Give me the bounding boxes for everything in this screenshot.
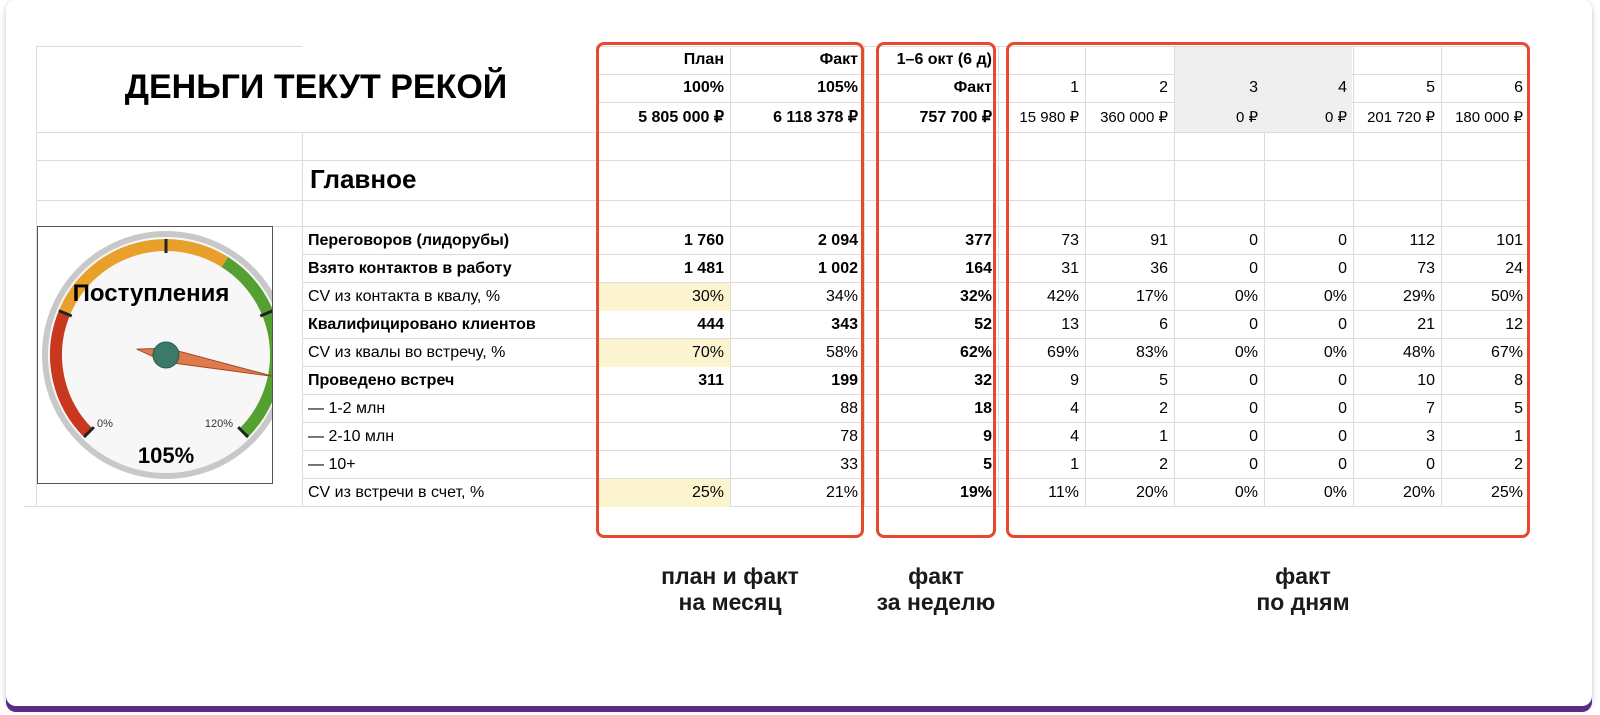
day-cell[interactable]: 1 bbox=[1514, 428, 1523, 445]
day-cell[interactable]: 0 bbox=[1426, 456, 1435, 473]
day-cell[interactable]: 11% bbox=[1048, 484, 1079, 501]
gauge-hub bbox=[153, 342, 179, 368]
day-cell[interactable]: 29% bbox=[1402, 288, 1435, 305]
gauge-label: Поступления bbox=[72, 280, 230, 307]
page-title: ДЕНЬГИ ТЕКУТ РЕКОЙ bbox=[124, 68, 508, 106]
day-cell[interactable]: 0 bbox=[1338, 400, 1347, 417]
week-caption-line2: за неделю bbox=[876, 589, 996, 615]
day-cell[interactable]: 25% bbox=[1490, 484, 1523, 501]
day-cell[interactable]: 2 bbox=[1514, 456, 1523, 473]
day-number-header: 4 bbox=[1338, 79, 1347, 96]
week-cell[interactable]: 18 bbox=[974, 400, 992, 417]
fact-cell[interactable]: 78 bbox=[840, 428, 858, 445]
section-title: Главное bbox=[310, 164, 417, 194]
metric-label: — 10+ bbox=[308, 456, 356, 473]
day-cell[interactable]: 0 bbox=[1249, 316, 1258, 333]
day-cell[interactable]: 2 bbox=[1159, 456, 1168, 473]
metric-label: Квалифицировано клиентов bbox=[308, 316, 536, 333]
day-sum: 15 980 ₽ bbox=[1019, 109, 1079, 126]
day-number-header: 2 bbox=[1159, 79, 1168, 96]
gauge-max-label: 120% bbox=[204, 418, 234, 430]
fact-cell[interactable]: 2 094 bbox=[817, 232, 858, 249]
day-cell[interactable]: 9 bbox=[1070, 372, 1079, 389]
day-sum: 360 000 ₽ bbox=[1100, 109, 1168, 126]
day-cell[interactable]: 50% bbox=[1490, 288, 1523, 305]
plan-cell[interactable]: 25% bbox=[597, 479, 730, 507]
day-cell[interactable]: 21 bbox=[1417, 316, 1435, 333]
day-cell[interactable]: 0 bbox=[1249, 232, 1258, 249]
week-caption bbox=[856, 563, 1016, 615]
metric-label: Взято контактов в работу bbox=[308, 260, 512, 277]
day-cell[interactable]: 4 bbox=[1070, 400, 1079, 417]
week-cell[interactable]: 62% bbox=[959, 344, 992, 361]
day-cell[interactable]: 91 bbox=[1150, 232, 1168, 249]
day-cell[interactable]: 5 bbox=[1514, 400, 1523, 417]
day-cell[interactable]: 0 bbox=[1338, 232, 1347, 249]
week-cell[interactable]: 32% bbox=[959, 288, 992, 305]
gauge-min-label: 0% bbox=[97, 418, 113, 430]
plan-cell[interactable]: 311 bbox=[698, 372, 724, 389]
day-cell[interactable]: 0 bbox=[1338, 372, 1347, 389]
week-caption-line1: факт bbox=[908, 563, 964, 589]
plan-header: План bbox=[683, 51, 724, 68]
day-cell[interactable]: 0% bbox=[1234, 344, 1258, 361]
day-cell[interactable]: 0% bbox=[1323, 344, 1347, 361]
day-cell[interactable]: 73 bbox=[1417, 260, 1435, 277]
day-cell[interactable]: 1 bbox=[1159, 428, 1168, 445]
day-cell[interactable]: 0 bbox=[1338, 428, 1347, 445]
day-cell[interactable]: 42% bbox=[1046, 288, 1079, 305]
week-cell[interactable]: 19% bbox=[959, 484, 992, 501]
fact-cell[interactable]: 343 bbox=[831, 316, 858, 333]
day-number-header: 3 bbox=[1249, 79, 1258, 96]
metric-label: CV из квалы во встречу, % bbox=[308, 344, 506, 361]
day-cell[interactable]: 8 bbox=[1514, 372, 1523, 389]
week-cell[interactable]: 52 bbox=[974, 316, 992, 333]
week-fact-label: Факт bbox=[953, 79, 992, 96]
day-sum: 0 ₽ bbox=[1324, 109, 1347, 126]
day-cell[interactable]: 1 bbox=[1070, 456, 1079, 473]
day-cell[interactable]: 101 bbox=[1496, 232, 1523, 249]
metric-label: CV из встречи в счет, % bbox=[308, 484, 485, 501]
plan-percent: 100% bbox=[683, 79, 724, 96]
day-cell[interactable]: 3 bbox=[1426, 428, 1435, 445]
day-cell[interactable]: 0% bbox=[1234, 288, 1258, 305]
week-cell[interactable]: 377 bbox=[965, 232, 992, 249]
gauge-dial bbox=[38, 227, 272, 483]
day-sum: 201 720 ₽ bbox=[1367, 109, 1435, 126]
day-cell[interactable]: 4 bbox=[1070, 428, 1079, 445]
month-caption-line1: план и факт bbox=[661, 563, 799, 589]
fact-cell[interactable]: 199 bbox=[831, 372, 858, 389]
month-caption-line2: на месяц bbox=[678, 589, 782, 615]
day-sum: 180 000 ₽ bbox=[1455, 109, 1523, 126]
fact-header: Факт bbox=[819, 51, 858, 68]
plan-cell[interactable]: 1 481 bbox=[683, 260, 724, 277]
plan-cell[interactable]: 70% bbox=[597, 339, 730, 367]
day-cell[interactable]: 0 bbox=[1338, 456, 1347, 473]
day-cell[interactable]: 0% bbox=[1234, 484, 1258, 501]
days-highlight-box bbox=[1006, 42, 1530, 538]
month-caption bbox=[596, 563, 864, 615]
fact-cell[interactable]: 88 bbox=[840, 400, 858, 417]
day-cell[interactable]: 0% bbox=[1323, 484, 1347, 501]
metric-label: Проведено встреч bbox=[308, 372, 455, 389]
day-cell[interactable]: 0% bbox=[1323, 288, 1347, 305]
day-cell[interactable]: 0 bbox=[1338, 316, 1347, 333]
day-cell[interactable]: 69% bbox=[1046, 344, 1079, 361]
fact-cell[interactable]: 1 002 bbox=[817, 260, 858, 277]
fact-cell[interactable]: 34% bbox=[825, 288, 858, 305]
fact-cell[interactable]: 58% bbox=[825, 344, 858, 361]
day-cell[interactable]: 0 bbox=[1249, 372, 1258, 389]
fact-sum: 6 118 378 ₽ bbox=[773, 109, 858, 126]
day-sum: 0 ₽ bbox=[1235, 109, 1258, 126]
day-cell[interactable]: 112 bbox=[1409, 232, 1435, 249]
metric-label: — 2-10 млн bbox=[308, 428, 395, 445]
week-cell[interactable]: 5 bbox=[983, 456, 992, 473]
day-cell[interactable]: 0 bbox=[1249, 400, 1258, 417]
day-cell[interactable]: 7 bbox=[1426, 400, 1435, 417]
day-cell[interactable]: 73 bbox=[1061, 232, 1079, 249]
week-highlight-box bbox=[876, 42, 996, 538]
day-cell[interactable]: 20% bbox=[1402, 484, 1435, 501]
plan-cell[interactable]: 1 760 bbox=[683, 232, 724, 249]
metric-label: Переговоров (лидорубы) bbox=[308, 232, 510, 249]
week-cell[interactable]: 9 bbox=[983, 428, 992, 445]
day-number-header: 6 bbox=[1514, 79, 1523, 96]
day-cell[interactable]: 31 bbox=[1061, 260, 1079, 277]
day-cell[interactable]: 2 bbox=[1159, 400, 1168, 417]
plan-cell[interactable]: 444 bbox=[697, 316, 724, 333]
day-cell[interactable]: 5 bbox=[1159, 372, 1168, 389]
fact-percent: 105% bbox=[817, 79, 858, 96]
metric-label: — 1-2 млн bbox=[308, 400, 386, 417]
day-cell[interactable]: 10 bbox=[1417, 372, 1435, 389]
day-cell[interactable]: 36 bbox=[1150, 260, 1168, 277]
day-cell[interactable]: 20% bbox=[1135, 484, 1168, 501]
day-cell[interactable]: 0 bbox=[1249, 260, 1258, 277]
day-number-header: 1 bbox=[1070, 79, 1079, 96]
day-cell[interactable]: 24 bbox=[1505, 260, 1523, 277]
day-cell[interactable]: 13 bbox=[1061, 316, 1079, 333]
revenue-gauge bbox=[37, 226, 273, 484]
day-cell[interactable]: 17% bbox=[1135, 288, 1168, 305]
day-cell[interactable]: 83% bbox=[1135, 344, 1168, 361]
week-sum: 757 700 ₽ bbox=[919, 109, 992, 126]
week-cell[interactable]: 164 bbox=[965, 260, 992, 277]
day-cell[interactable]: 12 bbox=[1505, 316, 1523, 333]
fact-cell[interactable]: 33 bbox=[840, 456, 858, 473]
plan-sum: 5 805 000 ₽ bbox=[638, 109, 724, 126]
plan-cell[interactable]: 30% bbox=[597, 283, 730, 311]
day-cell[interactable]: 48% bbox=[1402, 344, 1435, 361]
days-caption-line1: факт bbox=[1275, 563, 1331, 589]
fact-cell[interactable]: 21% bbox=[825, 484, 858, 501]
month-highlight-box bbox=[596, 42, 864, 538]
day-cell[interactable]: 67% bbox=[1490, 344, 1523, 361]
day-cell[interactable]: 6 bbox=[1159, 316, 1168, 333]
week-cell[interactable]: 32 bbox=[974, 372, 992, 389]
gauge-value: 105% bbox=[137, 443, 195, 468]
day-cell[interactable]: 0 bbox=[1249, 428, 1258, 445]
week-header: 1–6 окт (6 д) bbox=[896, 51, 992, 68]
metric-label: CV из контакта в квалу, % bbox=[308, 288, 501, 305]
day-number-header: 5 bbox=[1426, 79, 1435, 96]
day-cell[interactable]: 0 bbox=[1338, 260, 1347, 277]
days-caption-line2: по дням bbox=[1256, 589, 1350, 615]
days-caption bbox=[1106, 563, 1500, 615]
day-cell[interactable]: 0 bbox=[1249, 456, 1258, 473]
